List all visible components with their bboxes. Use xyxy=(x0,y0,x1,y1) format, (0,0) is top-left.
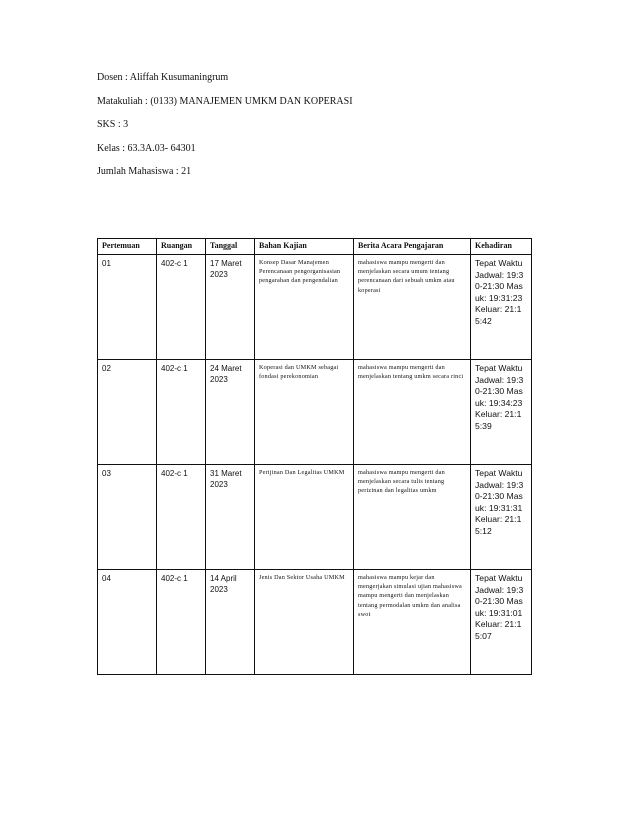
cell-bahan-kajian: Jenis Dan Sektor Usaha UMKM xyxy=(255,570,354,675)
cell-pertemuan: 03 xyxy=(98,465,157,570)
cell-kehadiran: Tepat Waktu Jadwal: 19:30-21:30 Masuk: 19:31:31 Keluar: 21:15:12 xyxy=(471,465,532,570)
column-header-bahan-kajian: Bahan Kajian xyxy=(255,239,354,255)
table-row xyxy=(98,465,532,570)
cell-berita-acara: mahasiswa mampu mengerti dan menjelaskan secara umum tentang perencanaan dari sebuah umkm atau koperasi xyxy=(354,255,471,360)
cell-tanggal: 17 Maret 2023 xyxy=(206,255,255,360)
cell-bahan-kajian: Konsep Dasar Manajemen Perencanaan pengorganisasian pengarahan dan pengendalian xyxy=(255,255,354,360)
column-header-pertemuan: Pertemuan xyxy=(98,239,157,255)
table-row xyxy=(98,360,532,465)
cell-bahan-kajian: Koperasi dan UMKM sebagai fondasi perekonomian xyxy=(255,360,354,465)
cell-kehadiran: Tepat Waktu Jadwal: 19:30-21:30 Masuk: 19:31:01 Keluar: 21:15:07 xyxy=(471,570,532,675)
cell-tanggal: 14 April 2023 xyxy=(206,570,255,675)
cell-kehadiran: Tepat Waktu Jadwal: 19:30-21:30 Masuk: 19:34:23 Keluar: 21:15:39 xyxy=(471,360,532,465)
column-header-ruangan: Ruangan xyxy=(157,239,206,255)
document-header xyxy=(97,72,353,190)
column-header-berita-acara: Berita Acara Pengajaran xyxy=(354,239,471,255)
cell-berita-acara: mahasiswa mampu kejar dan mengerjakan simulasi ujian mahasiswa mampu mengerti dan menjelaskan tentang permodalan umkm dan analisa swot xyxy=(354,570,471,675)
cell-tanggal: 24 Maret 2023 xyxy=(206,360,255,465)
column-header-tanggal: Tanggal xyxy=(206,239,255,255)
table-row xyxy=(98,570,532,675)
cell-berita-acara: mahasiswa mampu mengerti dan menjelaskan secara tulis tentang perizinan dan legalitas umkm xyxy=(354,465,471,570)
cell-kehadiran: Tepat Waktu Jadwal: 19:30-21:30 Masuk: 19:31:23 Keluar: 21:15:42 xyxy=(471,255,532,360)
cell-pertemuan: 04 xyxy=(98,570,157,675)
class-code: Kelas : 63.3A.03- 64301 xyxy=(97,142,196,154)
course-name: Matakuliah : (0133) MANAJEMEN UMKM DAN KOPERASI xyxy=(97,95,353,107)
table-header-row xyxy=(98,239,532,255)
cell-pertemuan: 02 xyxy=(98,360,157,465)
cell-ruangan: 402-c 1 xyxy=(157,255,206,360)
lecturer-name: Dosen : Aliffah Kusumaningrum xyxy=(97,72,229,83)
cell-ruangan: 402-c 1 xyxy=(157,465,206,570)
cell-berita-acara: mahasiswa mampu mengerti dan menjelaskan tentang umkm secara rinci xyxy=(354,360,471,465)
student-count: Jumlah Mahasiswa : 21 xyxy=(97,166,192,177)
cell-bahan-kajian: Perijinan Dan Legalitas UMKM xyxy=(255,465,354,570)
credit-units: SKS : 3 xyxy=(97,119,129,130)
table-row xyxy=(98,255,532,360)
cell-tanggal: 31 Maret 2023 xyxy=(206,465,255,570)
cell-ruangan: 402-c 1 xyxy=(157,570,206,675)
column-header-kehadiran: Kehadiran xyxy=(471,239,532,255)
cell-pertemuan: 01 xyxy=(98,255,157,360)
attendance-table xyxy=(97,238,532,675)
cell-ruangan: 402-c 1 xyxy=(157,360,206,465)
